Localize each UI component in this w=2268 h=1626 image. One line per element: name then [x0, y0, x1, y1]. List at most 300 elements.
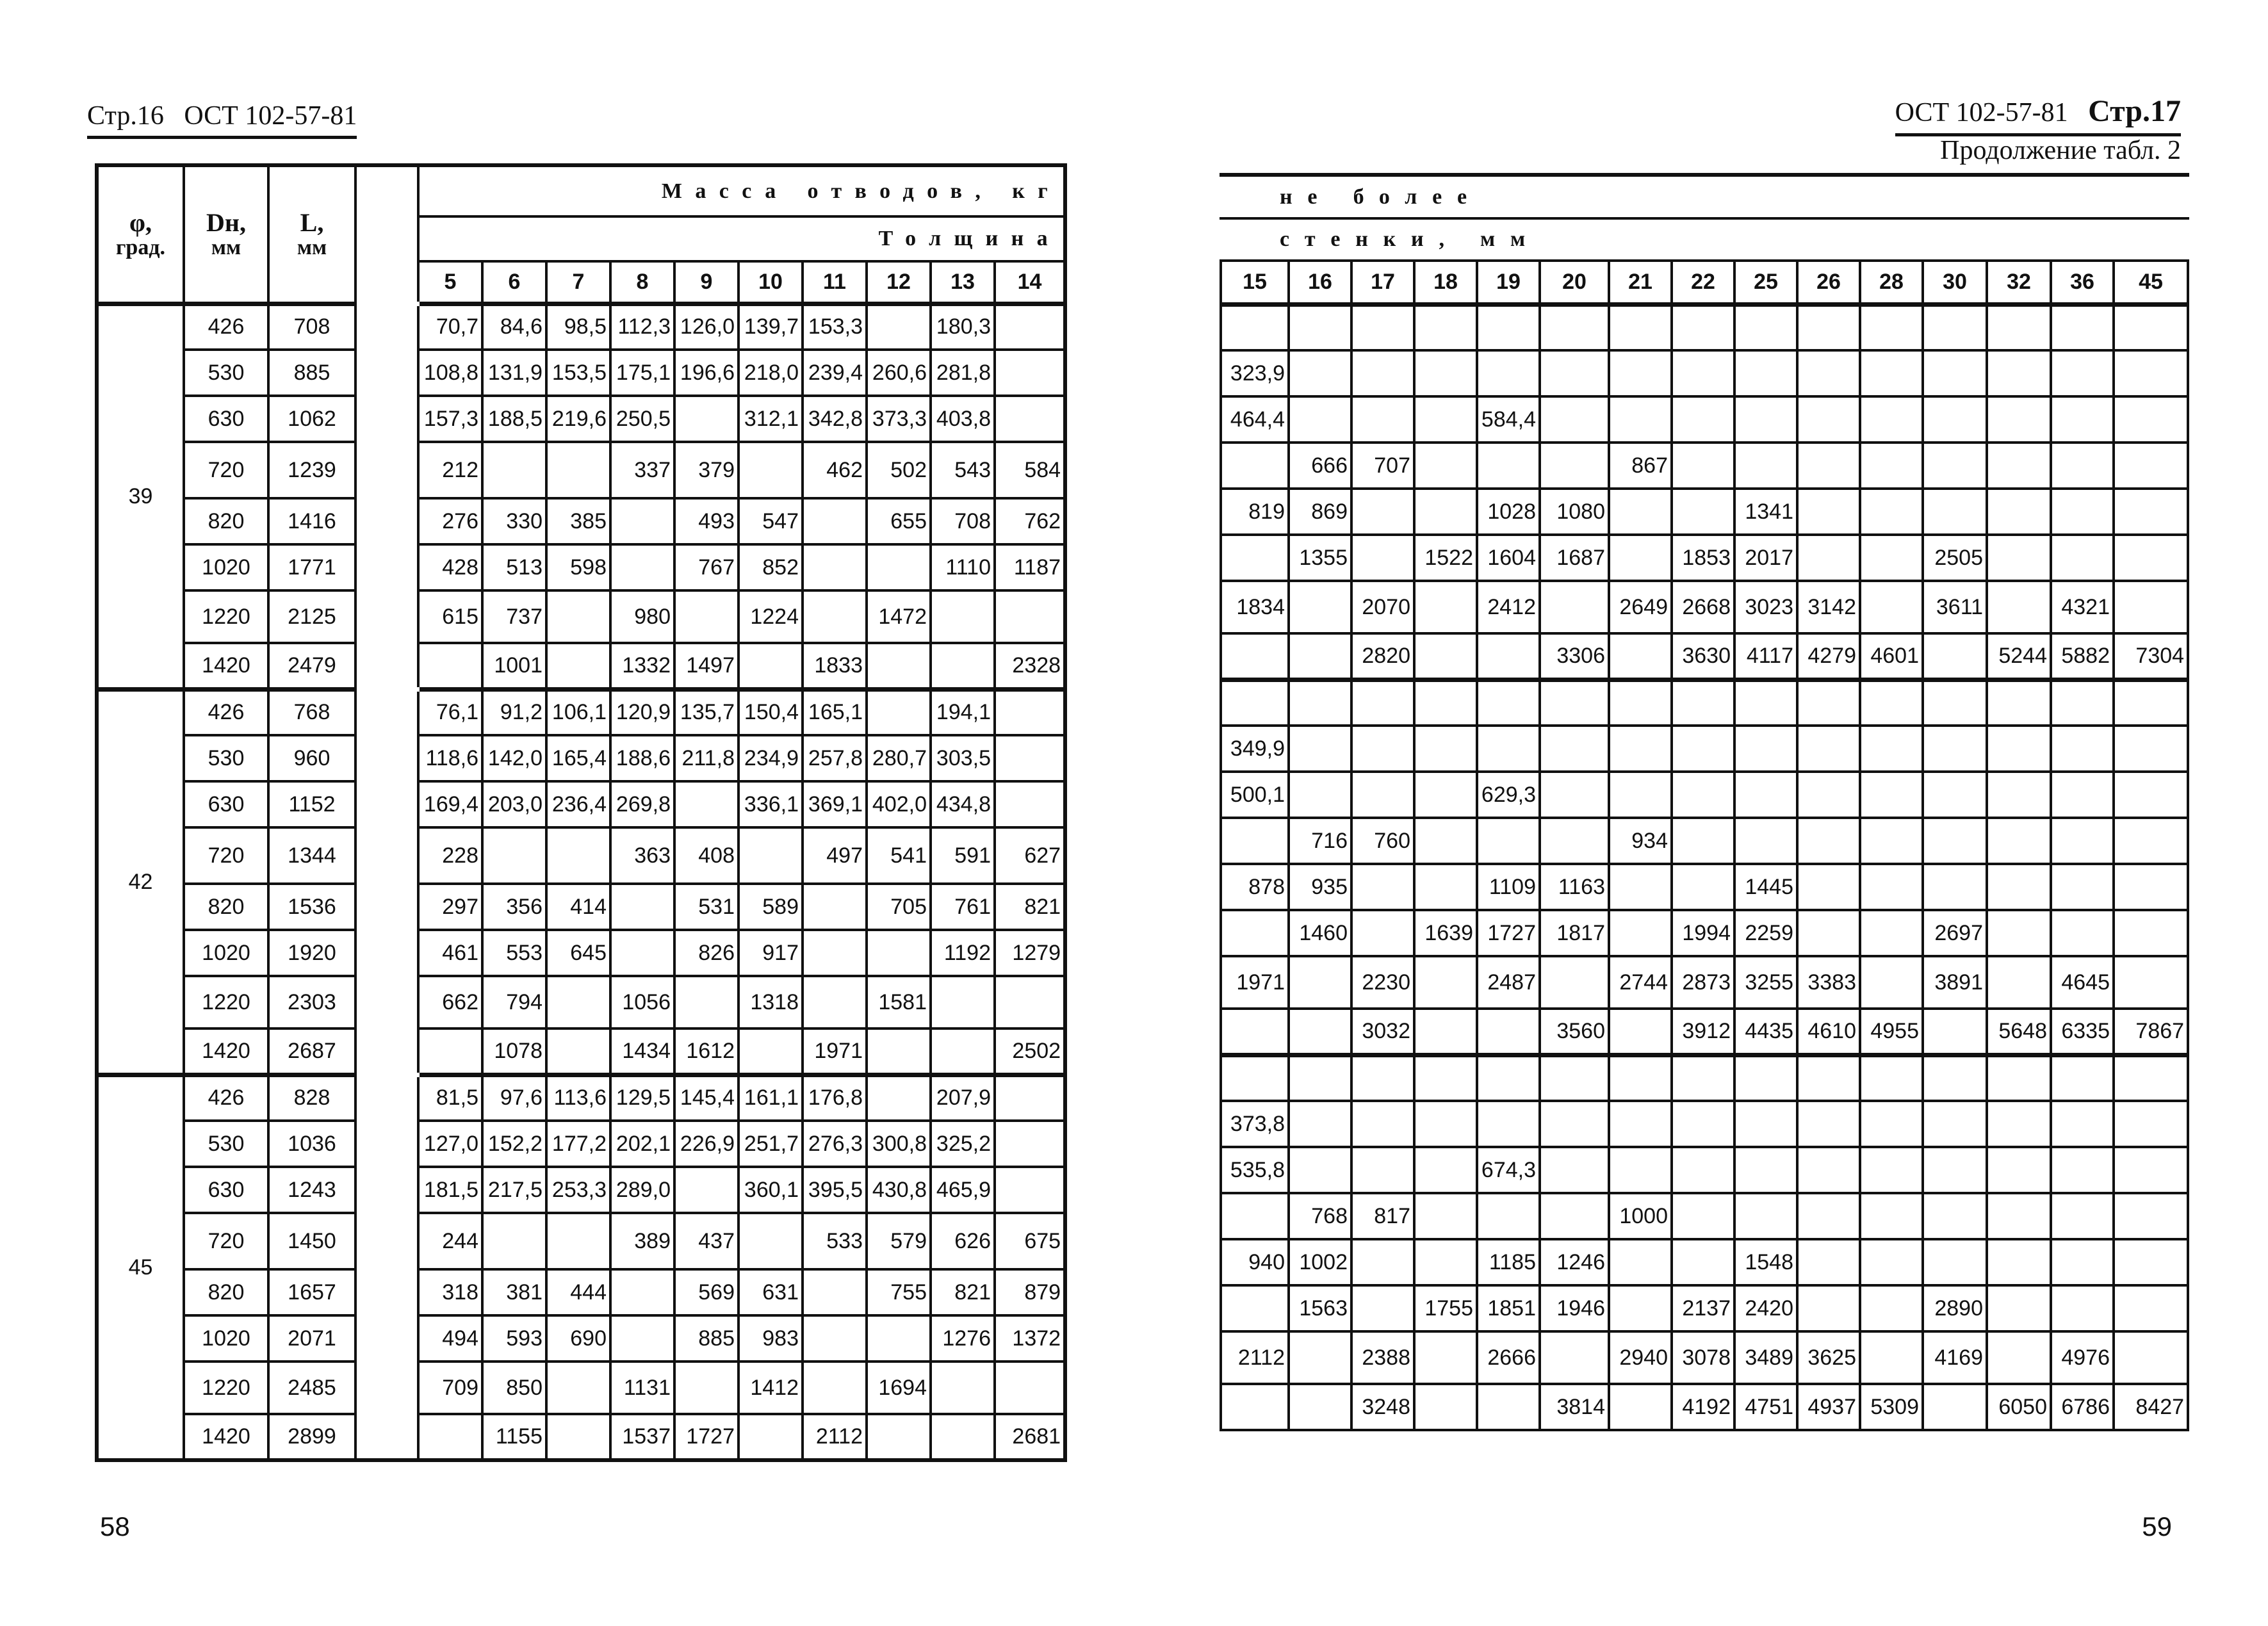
mass-cell	[995, 350, 1065, 396]
mass-cell: 461	[418, 930, 482, 976]
mass-cell	[2051, 535, 2114, 581]
mass-cell: 626	[931, 1213, 995, 1269]
mass-cell	[1540, 726, 1609, 772]
mass-cell	[1414, 1384, 1477, 1430]
mass-cell	[1609, 1147, 1672, 1193]
mass-cell: 4279	[1797, 633, 1860, 679]
mass-cell	[1351, 910, 1414, 956]
mass-cell: 493	[674, 498, 738, 544]
mass-cell	[1414, 350, 1477, 396]
mass-cell: 1279	[995, 930, 1065, 976]
mass-cell	[1860, 772, 1923, 818]
mass-cell: 980	[610, 590, 674, 643]
mass-cell: 547	[738, 498, 803, 544]
table-row	[1221, 1331, 2188, 1384]
mass-cell	[995, 735, 1065, 781]
mass-cell	[2114, 864, 2188, 910]
table-row	[97, 827, 1065, 884]
mass-cell: 705	[867, 884, 931, 930]
mass-cell	[1923, 679, 1987, 726]
mass-cell	[1477, 1055, 1540, 1101]
mass-cell	[1414, 1101, 1477, 1147]
table-row	[97, 1121, 1065, 1167]
mass-cell: 260,6	[867, 350, 931, 396]
mass-cell	[1987, 1331, 2051, 1384]
l-symbol: L,	[300, 207, 324, 237]
mass-cell: 6335	[2051, 1009, 2114, 1055]
mass-cell	[1351, 1147, 1414, 1193]
mass-cell	[738, 1028, 803, 1075]
mass-cell: 1002	[1289, 1239, 1351, 1285]
mass-cell	[1860, 864, 1923, 910]
table-row	[1221, 864, 2188, 910]
angle-cell: 45	[97, 1075, 184, 1460]
dh-cell: 1420	[184, 1414, 268, 1460]
mass-cell	[1734, 1193, 1797, 1239]
mass-cell: 4955	[1860, 1009, 1923, 1055]
mass-cell: 817	[1351, 1193, 1414, 1239]
mass-cell: 935	[1289, 864, 1351, 910]
mass-cell: 934	[1609, 818, 1672, 864]
mass-cell	[1987, 1055, 2051, 1101]
mass-cell	[1797, 350, 1860, 396]
mass-cell	[1289, 726, 1351, 772]
mass-cell: 97,6	[482, 1075, 546, 1121]
mass-cell: 381	[482, 1269, 546, 1315]
mass-cell	[1477, 304, 1540, 350]
mass-cell	[1923, 396, 1987, 443]
l-cell: 2485	[268, 1362, 355, 1414]
table-row	[97, 884, 1065, 930]
thickness-col-header: 45	[2114, 261, 2188, 304]
mass-cell: 389	[610, 1213, 674, 1269]
mass-cell: 280,7	[867, 735, 931, 781]
mass-cell: 627	[995, 827, 1065, 884]
mass-cell	[1414, 864, 1477, 910]
mass-cell: 2505	[1923, 535, 1987, 581]
mass-cell	[2114, 1147, 2188, 1193]
mass-cell: 300,8	[867, 1121, 931, 1167]
left-page-label: Стр.16	[87, 101, 164, 131]
mass-cell: 2873	[1672, 956, 1734, 1009]
mass-cell	[1860, 350, 1923, 396]
mass-cell: 1817	[1540, 910, 1609, 956]
mass-cell	[610, 1269, 674, 1315]
mass-cell	[1923, 1193, 1987, 1239]
mass-cell	[1540, 1101, 1609, 1147]
l-header	[268, 165, 355, 304]
mass-cell: 3383	[1797, 956, 1860, 1009]
mass-cell	[1923, 726, 1987, 772]
mass-cell	[1477, 818, 1540, 864]
table-row	[97, 1028, 1065, 1075]
mass-cell	[2051, 1101, 2114, 1147]
l-cell: 2687	[268, 1028, 355, 1075]
mass-cell: 983	[738, 1315, 803, 1362]
mass-cell	[1414, 1193, 1477, 1239]
mass-cell: 2259	[1734, 910, 1797, 956]
mass-cell	[1734, 443, 1797, 489]
mass-cell	[867, 544, 931, 590]
left-mass-table	[95, 163, 1067, 1462]
mass-cell: 869	[1289, 489, 1351, 535]
table-row	[97, 1213, 1065, 1269]
mass-cell: 755	[867, 1269, 931, 1315]
l-cell: 1920	[268, 930, 355, 976]
table-row	[1221, 1101, 2188, 1147]
mass-cell	[546, 1414, 610, 1460]
table-row	[97, 976, 1065, 1028]
phi-symbol: φ,	[129, 207, 152, 237]
mass-cell	[418, 643, 482, 689]
mass-cell: 188,6	[610, 735, 674, 781]
mass-cell: 593	[482, 1315, 546, 1362]
thickness-col-header: 36	[2051, 261, 2114, 304]
mass-cell: 761	[931, 884, 995, 930]
mass-cell	[931, 643, 995, 689]
mass-cell	[546, 590, 610, 643]
mass-cell	[1351, 772, 1414, 818]
mass-cell	[1414, 726, 1477, 772]
mass-cell	[1860, 396, 1923, 443]
mass-cell: 716	[1289, 818, 1351, 864]
mass-cell	[931, 1028, 995, 1075]
mass-cell: 4976	[2051, 1331, 2114, 1384]
mass-cell	[931, 1414, 995, 1460]
mass-cell: 3625	[1797, 1331, 1860, 1384]
mass-cell	[2114, 679, 2188, 726]
table-row	[1221, 535, 2188, 581]
mass-cell	[1540, 1055, 1609, 1101]
mass-cell	[1672, 772, 1734, 818]
mass-cell: 1185	[1477, 1239, 1540, 1285]
dh-cell: 720	[184, 1213, 268, 1269]
mass-cell	[1987, 304, 2051, 350]
mass-cell: 269,8	[610, 781, 674, 827]
mass-cell	[1477, 633, 1540, 679]
mass-cell: 385	[546, 498, 610, 544]
mass-cell	[1734, 304, 1797, 350]
dh-cell: 530	[184, 735, 268, 781]
mass-cell: 1000	[1609, 1193, 1672, 1239]
dh-cell: 1220	[184, 590, 268, 643]
mass-cell: 1341	[1734, 489, 1797, 535]
mass-cell	[2114, 818, 2188, 864]
thickness-col-header: 9	[674, 261, 738, 304]
angle-cell: 42	[97, 689, 184, 1075]
mass-cell	[610, 544, 674, 590]
mass-cell: 2666	[1477, 1331, 1540, 1384]
mass-cell	[1860, 956, 1923, 1009]
mass-cell	[1860, 443, 1923, 489]
mass-cell: 465,9	[931, 1167, 995, 1213]
mass-cell	[1797, 535, 1860, 581]
mass-cell	[1987, 772, 2051, 818]
mass-cell: 502	[867, 442, 931, 498]
mass-cell	[1987, 726, 2051, 772]
mass-cell: 1755	[1414, 1285, 1477, 1331]
mass-cell	[1797, 1055, 1860, 1101]
table-row	[97, 590, 1065, 643]
spacer-cell	[355, 1121, 418, 1167]
mass-cell: 1971	[1221, 956, 1289, 1009]
mass-cell: 3560	[1540, 1009, 1609, 1055]
mass-cell: 126,0	[674, 304, 738, 350]
dh-cell: 426	[184, 1075, 268, 1121]
mass-cell: 437	[674, 1213, 738, 1269]
table-row	[97, 781, 1065, 827]
mass-cell: 1537	[610, 1414, 674, 1460]
mass-cell: 323,9	[1221, 350, 1289, 396]
l-cell: 1239	[268, 442, 355, 498]
mass-cell	[995, 781, 1065, 827]
mass-cell	[2114, 1285, 2188, 1331]
mass-cell: 219,6	[546, 396, 610, 442]
mass-cell: 131,9	[482, 350, 546, 396]
mass-cell	[803, 590, 867, 643]
mass-cell: 336,1	[738, 781, 803, 827]
mass-cell: 3912	[1672, 1009, 1734, 1055]
mass-cell	[1540, 443, 1609, 489]
mass-cell: 821	[931, 1269, 995, 1315]
table-row	[1221, 772, 2188, 818]
mass-cell: 1694	[867, 1362, 931, 1414]
mass-cell	[674, 976, 738, 1028]
mass-cell: 513	[482, 544, 546, 590]
mass-cell	[2114, 396, 2188, 443]
mass-cell: 1727	[1477, 910, 1540, 956]
mass-cell: 569	[674, 1269, 738, 1315]
mass-cell: 1460	[1289, 910, 1351, 956]
mass-cell	[1987, 864, 2051, 910]
mass-cell	[1923, 818, 1987, 864]
mass-cell	[1609, 1239, 1672, 1285]
mass-cell: 535,8	[1221, 1147, 1289, 1193]
mass-cell	[1221, 1055, 1289, 1101]
spacer-cell	[355, 1315, 418, 1362]
mass-cell	[1609, 633, 1672, 679]
mass-cell	[1923, 1009, 1987, 1055]
mass-cell	[1860, 1101, 1923, 1147]
mass-cell	[1351, 679, 1414, 726]
mass-cell: 150,4	[738, 689, 803, 735]
mass-cell	[995, 1362, 1065, 1414]
mass-cell	[1797, 1147, 1860, 1193]
dh-cell: 1420	[184, 643, 268, 689]
mass-cell: 852	[738, 544, 803, 590]
l-cell: 2071	[268, 1315, 355, 1362]
mass-cell	[1477, 1384, 1540, 1430]
mass-cell: 1131	[610, 1362, 674, 1414]
mass-cell	[1414, 396, 1477, 443]
mass-cell	[1923, 633, 1987, 679]
mass-cell: 228	[418, 827, 482, 884]
mass-cell	[610, 884, 674, 930]
l-cell: 1416	[268, 498, 355, 544]
mass-cell	[546, 827, 610, 884]
spacer-cell	[355, 1028, 418, 1075]
mass-cell	[2051, 818, 2114, 864]
mass-cell	[1797, 818, 1860, 864]
l-cell: 2899	[268, 1414, 355, 1460]
mass-cell	[1289, 1147, 1351, 1193]
mass-cell	[1734, 1147, 1797, 1193]
mass-cell	[1289, 304, 1351, 350]
mass-cell: 4751	[1734, 1384, 1797, 1430]
mass-cell	[1609, 1384, 1672, 1430]
mass-cell	[1672, 350, 1734, 396]
table-row	[1221, 1055, 2188, 1101]
mass-cell	[1221, 1384, 1289, 1430]
mass-cell: 4192	[1672, 1384, 1734, 1430]
mass-cell: 1851	[1477, 1285, 1540, 1331]
mass-cell: 1246	[1540, 1239, 1609, 1285]
dh-cell: 720	[184, 442, 268, 498]
mass-cell: 1581	[867, 976, 931, 1028]
mass-cell: 629,3	[1477, 772, 1540, 818]
mass-cell	[803, 544, 867, 590]
mass-cell	[1923, 772, 1987, 818]
spacer-cell	[355, 396, 418, 442]
thickness-title: Толщина	[418, 216, 1065, 261]
mass-cell	[1987, 1239, 2051, 1285]
right-standard-code: ОСТ 102-57-81	[1895, 98, 2068, 127]
mass-cell: 8427	[2114, 1384, 2188, 1430]
table-row	[97, 689, 1065, 735]
mass-cell: 4117	[1734, 633, 1797, 679]
mass-cell	[1923, 1055, 1987, 1101]
mass-cell	[867, 304, 931, 350]
mass-cell: 4610	[1797, 1009, 1860, 1055]
mass-cell	[1414, 443, 1477, 489]
mass-cell	[931, 1362, 995, 1414]
left-page-header	[87, 102, 357, 139]
mass-cell: 1056	[610, 976, 674, 1028]
table-row	[1221, 489, 2188, 535]
mass-cell	[2114, 726, 2188, 772]
mass-cell: 318	[418, 1269, 482, 1315]
mass-cell	[1221, 679, 1289, 726]
phi-header	[97, 165, 184, 304]
spacer-cell	[355, 827, 418, 884]
mass-cell	[2114, 443, 2188, 489]
mass-cell	[2051, 1055, 2114, 1101]
mass-cell: 434,8	[931, 781, 995, 827]
thickness-col-header: 16	[1289, 261, 1351, 304]
mass-cell: 176,8	[803, 1075, 867, 1121]
mass-cell	[1860, 818, 1923, 864]
mass-cell	[1289, 772, 1351, 818]
mass-cell	[2051, 910, 2114, 956]
dh-cell: 630	[184, 1167, 268, 1213]
mass-cell: 369,1	[803, 781, 867, 827]
mass-cell	[546, 643, 610, 689]
thickness-col-header: 12	[867, 261, 931, 304]
mass-cell: 5309	[1860, 1384, 1923, 1430]
spacer-cell	[355, 1269, 418, 1315]
mass-cell: 169,4	[418, 781, 482, 827]
mass-cell	[1987, 350, 2051, 396]
table-row	[1221, 350, 2188, 396]
mass-cell: 1522	[1414, 535, 1477, 581]
mass-cell: 226,9	[674, 1121, 738, 1167]
mass-cell	[1477, 726, 1540, 772]
mass-cell: 1276	[931, 1315, 995, 1362]
mass-cell: 543	[931, 442, 995, 498]
mass-cell: 2890	[1923, 1285, 1987, 1331]
mass-cell: 1078	[482, 1028, 546, 1075]
mass-cell: 1548	[1734, 1239, 1797, 1285]
mass-cell: 379	[674, 442, 738, 498]
mass-cell: 917	[738, 930, 803, 976]
mass-cell	[1672, 304, 1734, 350]
mass-cell	[674, 590, 738, 643]
dh-cell: 1220	[184, 976, 268, 1028]
mass-cell	[867, 1028, 931, 1075]
mass-cell	[1987, 1285, 2051, 1331]
spacer-cell	[355, 1167, 418, 1213]
mass-cell	[2051, 1285, 2114, 1331]
mass-cell: 1192	[931, 930, 995, 976]
mass-cell: 3814	[1540, 1384, 1609, 1430]
mass-cell	[674, 396, 738, 442]
mass-cell	[803, 976, 867, 1028]
mass-cell: 98,5	[546, 304, 610, 350]
mass-cell	[738, 1213, 803, 1269]
mass-cell	[1609, 1285, 1672, 1331]
mass-cell: 767	[674, 544, 738, 590]
mass-cell: 2649	[1609, 581, 1672, 633]
table-row	[97, 498, 1065, 544]
mass-cell: 181,5	[418, 1167, 482, 1213]
dh-cell: 426	[184, 689, 268, 735]
mass-cell	[1923, 443, 1987, 489]
mass-cell: 349,9	[1221, 726, 1289, 772]
table-row	[97, 544, 1065, 590]
mass-cell: 108,8	[418, 350, 482, 396]
mass-cell: 5882	[2051, 633, 2114, 679]
mass-cell	[1221, 443, 1289, 489]
mass-cell	[867, 1315, 931, 1362]
mass-cell	[1987, 818, 2051, 864]
l-cell: 1450	[268, 1213, 355, 1269]
mass-cell	[1734, 726, 1797, 772]
mass-cell	[1797, 772, 1860, 818]
mass-cell: 1472	[867, 590, 931, 643]
mass-cell: 762	[995, 498, 1065, 544]
mass-cell	[2051, 350, 2114, 396]
mass-cell	[1987, 443, 2051, 489]
mass-cell	[1860, 1239, 1923, 1285]
l-cell: 768	[268, 689, 355, 735]
mass-cell	[1351, 535, 1414, 581]
mass-cell: 2820	[1351, 633, 1414, 679]
mass-cell: 414	[546, 884, 610, 930]
mass-cell	[1289, 396, 1351, 443]
mass-cell: 188,5	[482, 396, 546, 442]
mass-cell	[546, 442, 610, 498]
mass-cell: 1110	[931, 544, 995, 590]
l-cell: 2479	[268, 643, 355, 689]
mass-cell	[738, 1414, 803, 1460]
mass-cell: 879	[995, 1269, 1065, 1315]
mass-cell	[1672, 396, 1734, 443]
mass-cell: 1318	[738, 976, 803, 1028]
mass-cell: 598	[546, 544, 610, 590]
mass-cell	[482, 442, 546, 498]
mass-cell	[1860, 910, 1923, 956]
dh-cell: 1020	[184, 930, 268, 976]
